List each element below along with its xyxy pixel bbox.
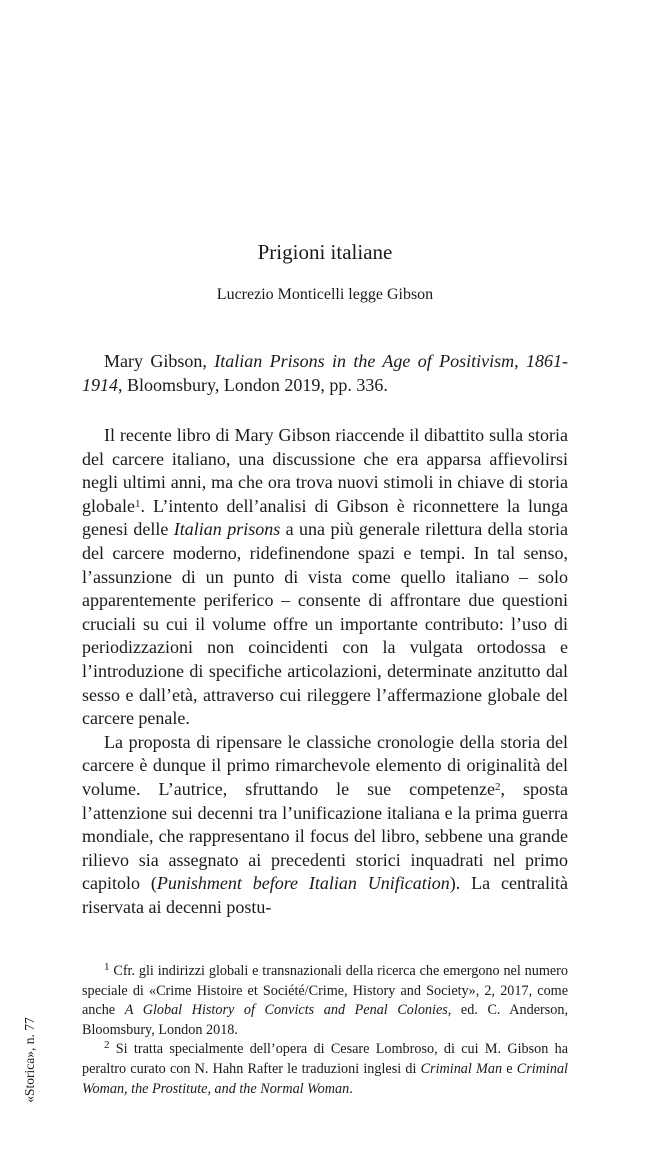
footnote-ref-1: 1 <box>134 497 141 510</box>
article-subtitle: Lucrezio Monticelli legge Gibson <box>216 286 434 303</box>
paragraph-2-text-a: La proposta di ripensare le classiche cronologie della storia del carcere è dunque il primo rimarchevole elemento di originalità del volume. L’autrice, sfruttando le sue competenze <box>82 731 568 799</box>
paragraph-1-text-a: Il recente libro di Mary Gibson riaccende il dibattito sulla storia del carcere italiano, una discussione che era apparsa affievolirsi negli ultimi anni, ma che ora trova nuovi stimoli in chiave di storia globale <box>82 425 568 516</box>
footnote-2-text-a: Si tratta specialmente dell’opera di Cesare Lombroso, di cui M. Gibson ha peraltro curato con N. Hahn Rafter le traduzioni inglesi di <box>82 1041 568 1077</box>
book-reference <box>82 350 568 397</box>
footnotes <box>82 962 568 1099</box>
footnote-1-text-b: ed. C. Anderson, Bloomsbury, London 2018. <box>82 1002 569 1038</box>
paragraph-1-text-b: . L’intento dell’analisi di Gibson è riconnettere la lunga genesi delle <box>82 495 568 540</box>
footnote-1-italic: A Global History of Convicts and Penal Colonies, <box>124 1002 452 1019</box>
reference-details: , Bloomsbury, London 2019, pp. 336. <box>118 374 388 395</box>
page <box>82 0 568 1164</box>
paragraph-2-italic: Punishment before Italian Unification <box>156 873 450 894</box>
running-head: «Storica», n. 77 <box>22 1017 37 1103</box>
footnote-ref-2: 2 <box>495 780 501 793</box>
paragraph-2 <box>82 731 568 920</box>
footnote-1-text-a: Cfr. gli indirizzi globali e transnazionali della ricerca che emergono nel numero speciale di «Crime Histoire et Société/Crime, History and Society», 2, 2017, come anche <box>82 963 568 1019</box>
footnote-1 <box>82 962 568 1040</box>
footnote-2-text-b: e <box>502 1060 517 1077</box>
paragraph-1 <box>82 424 568 731</box>
footnote-2-text-c: . <box>349 1080 353 1097</box>
footnote-2-italic-1: Criminal Man <box>420 1060 503 1077</box>
paragraph-2-text-b: , sposta l’attenzione sui decenni tra l’unificazione italiana e la prima guerra mondiale, che rappresentano il focus del libro, sebbene una grande rilievo sia assegnato ai precedenti storici inquadrati nel primo capitolo ( <box>82 778 568 894</box>
main-text <box>82 424 568 919</box>
paragraph-1-text-c: a una più generale rilettura della storia del carcere moderno, ridefinendone spazi e tempi. In tal senso, l’assunzione di un punto di vista come quello italiano – solo apparentemente periferico – consente di affrontare due questioni cruciali su cui il volume offre un importante contributo: l’uso di periodizzazioni non coincidenti con la vulgata ortodossa e l’introduzione di specifiche articolazioni, determinate anzitutto dal sesso e dall’età, attraverso cui rileggere l’affermazione globale del carcere penale. <box>82 519 569 729</box>
paragraph-1-italic: Italian prisons <box>173 519 281 540</box>
article-title: Prigioni italiane <box>257 240 393 264</box>
footnote-2 <box>82 1040 568 1099</box>
paragraph-2-text-c: ). La centralità riservata ai decenni postu- <box>82 873 568 917</box>
footnote-2-number: 2 <box>104 1039 110 1052</box>
reference-author: Mary Gibson, <box>104 351 215 371</box>
reference-line <box>82 350 568 397</box>
footnote-1-number: 1 <box>104 961 110 973</box>
reference-book-title: Italian Prisons in the Age of Positivism, 1861-1914 <box>82 351 569 395</box>
footnote-2-italic-2: Criminal Woman, the Prostitute, and the Normal Woman <box>82 1060 568 1097</box>
